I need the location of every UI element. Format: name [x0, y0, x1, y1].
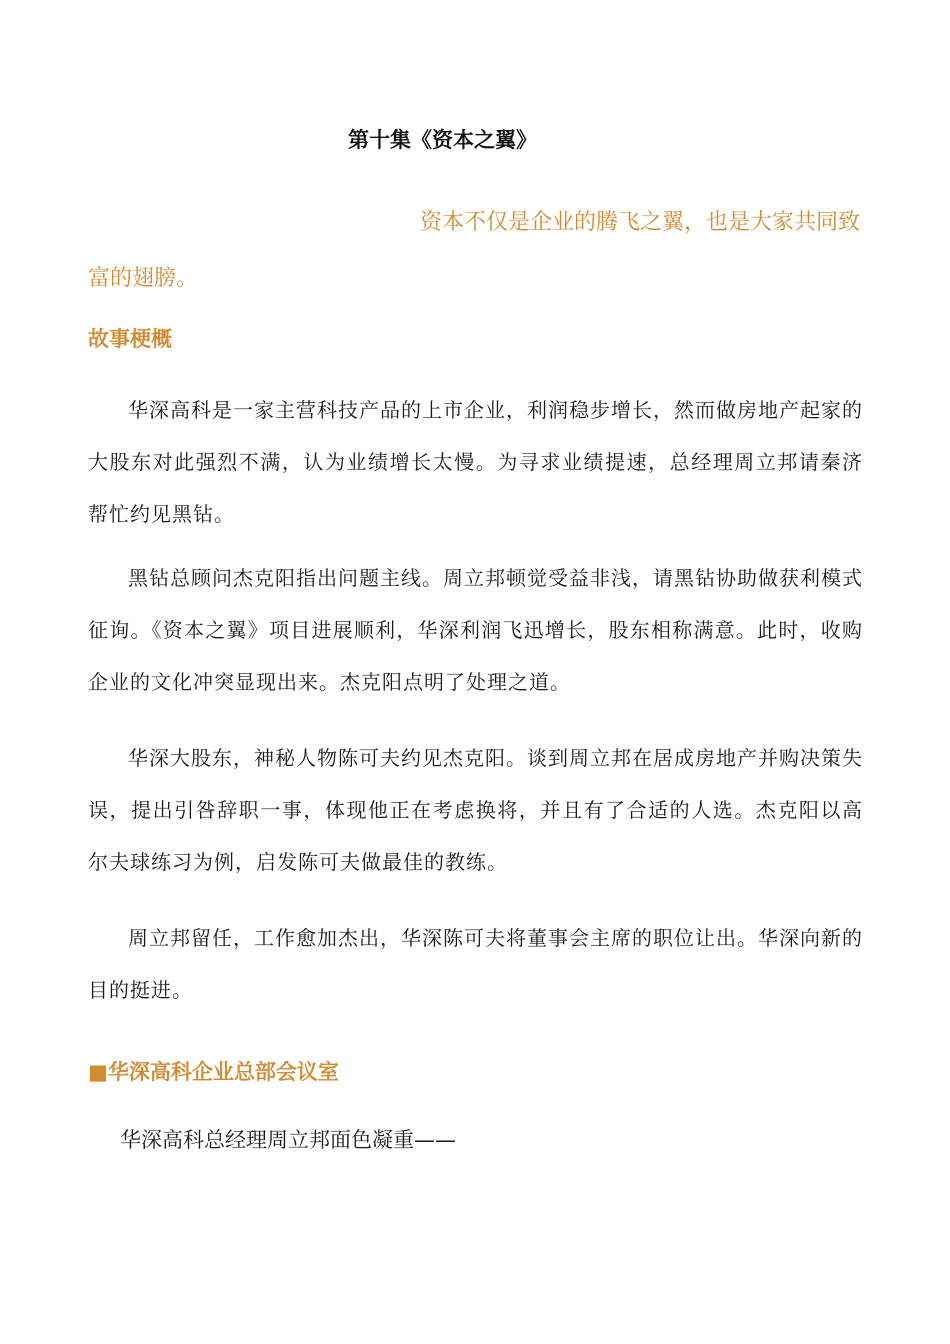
- synopsis-paragraph: 黑钻总顾问杰克阳指出问题主线。周立邦顿觉受益非浅，请黑钻协助做获利模式征询。《资本之翼》项目进展顺利，华深利润飞迅增长，股东相称满意。此时，收购企业的文化冲突显现出来。杰克阳点明了处理之道。: [88, 566, 863, 694]
- synopsis-paragraph: 周立邦留任，工作愈加杰出，华深陈可夫将董事会主席的职位让出。华深向新的目的挺进。: [88, 926, 863, 1002]
- synopsis-paragraph: 华深高科是一家主营科技产品的上市企业，利润稳步增长，然而做房地产起家的大股东对此强烈不满，认为业绩增长太慢。为寻求业绩提速，总经理周立邦请秦济帮忙约见黑钻。: [88, 398, 863, 526]
- synopsis-heading: 故事梗概: [88, 327, 172, 351]
- scene-description: 华深高科总经理周立邦面色凝重——: [120, 1128, 456, 1152]
- synopsis-paragraph: 华深大股东，神秘人物陈可夫约见杰克阳。谈到周立邦在居成房地产并购决策失误，提出引咎辞职一事，体现他正在考虑换将，并且有了合适的人选。杰克阳以高尔夫球练习为例，启发陈可夫做最佳的教练。: [88, 746, 863, 874]
- page-title: 第十集《资本之翼》: [348, 127, 537, 152]
- epigraph: 资本不仅是企业的腾飞之翼，也是大家共同致富的翅膀。: [88, 210, 861, 291]
- scene-location-heading: ■华深高科企业总部会议室: [88, 1060, 339, 1084]
